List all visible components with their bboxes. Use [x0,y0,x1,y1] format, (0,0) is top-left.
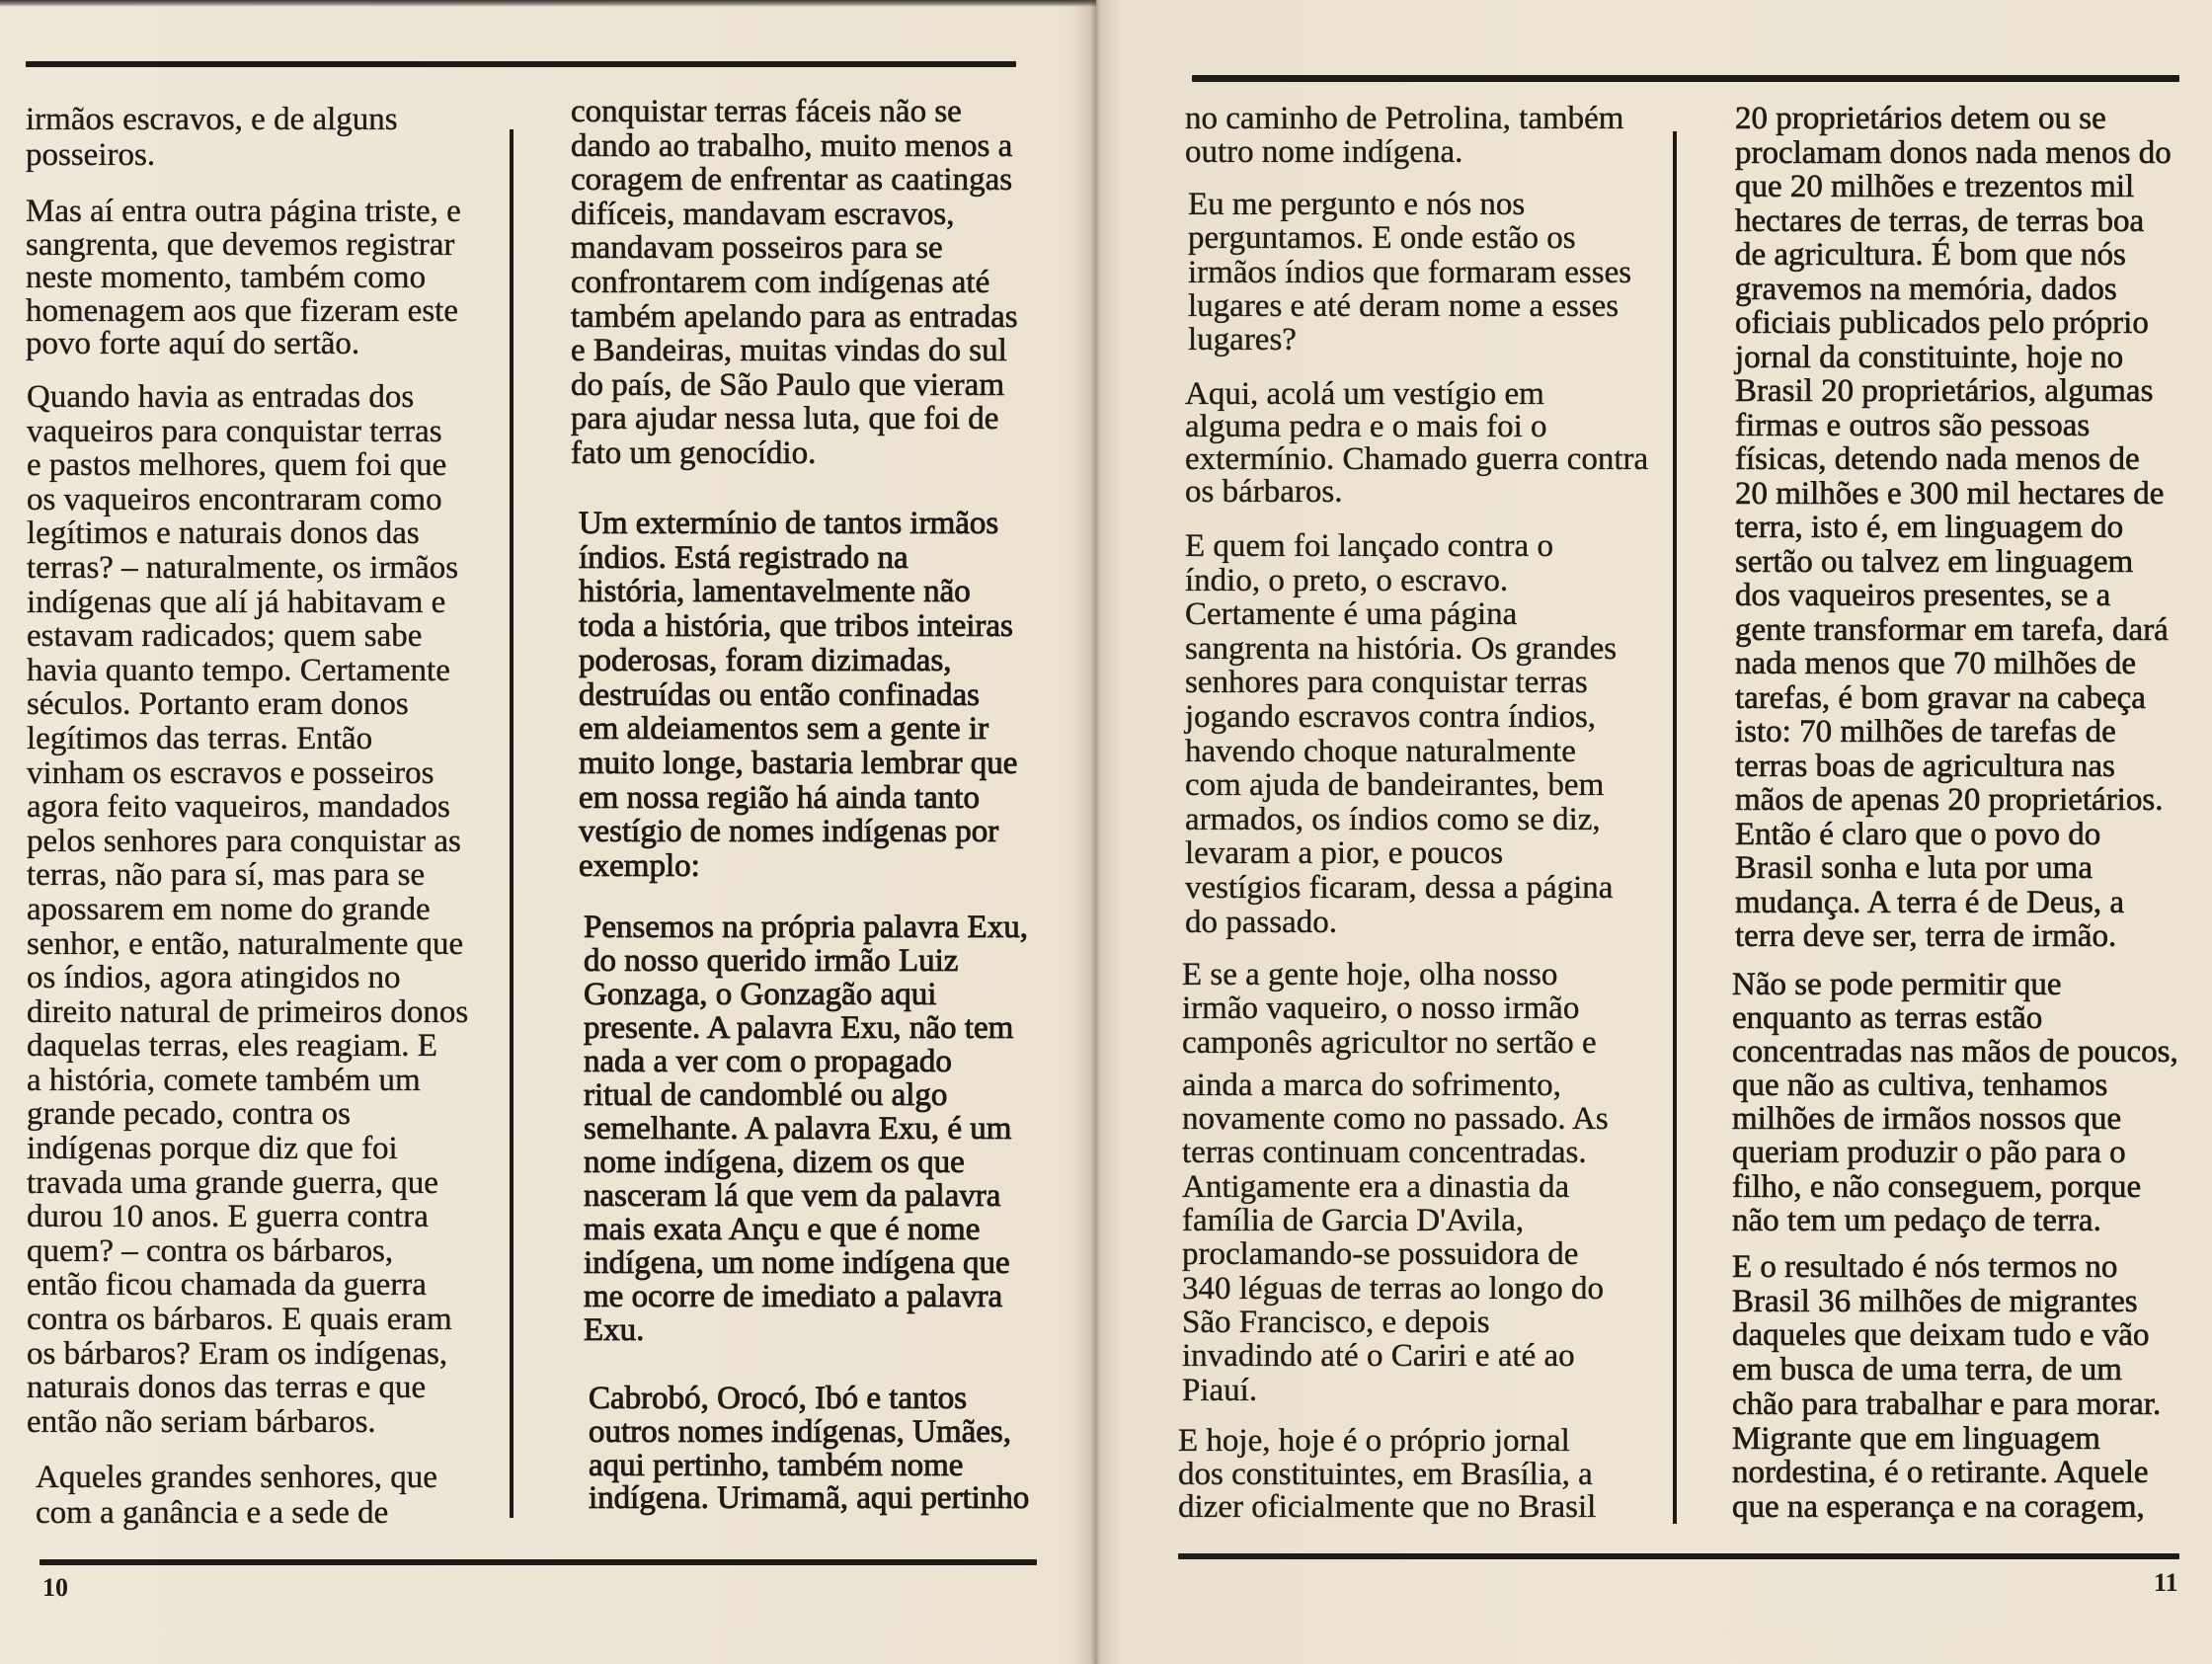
text-line: contra os bárbaros. E quais eram [27,1302,452,1338]
text-line: apossarem em nome do grande [27,891,431,927]
text-line: destruídas ou então confinadas [579,676,980,713]
text-line: daquelas terras, eles reagiam. E [27,1028,437,1065]
text-line: em aldeiamentos sem a gente ir [579,711,989,748]
paragraph [1182,958,1609,1407]
text-line: terra, isto é, em linguagem do [1735,510,2124,545]
text-line: irmão vaqueiro, o nosso irmão [1182,990,1580,1027]
text-line: nome indígena, dizem os que [584,1145,965,1180]
text-line: vaqueiros para conquistar terras [27,413,442,449]
text-line: milhões de irmãos nossos que [1732,1101,2122,1138]
text-line: E o resultado é nós termos no [1732,1249,2118,1285]
text-line: Antigamente era a dinastia da [1182,1168,1570,1205]
text-line: levaram a pior, e poucos [1185,835,1504,872]
text-line: legítimos das terras. Então [27,720,373,756]
text-line: Quando havia as entradas dos [27,379,415,415]
text-line: sertão ou talvez em linguagem [1735,543,2134,580]
text-line: mudança. A terra é de Deus, a [1735,884,2125,920]
text-line: perguntamos. E onde estão os [1188,220,1576,257]
text-line: tarefas, é bom gravar na cabeça [1735,679,2146,716]
text-line: não tem um pedaço de terra. [1732,1202,2101,1238]
text-line: Brasil sonha e luta por uma [1735,850,2094,886]
text-line: os índios, agora atingidos no [27,960,401,996]
text-line: indígena, um nome indígena que [584,1245,1010,1281]
paragraph [1732,1250,2161,1525]
text-line: indígenas porque diz que foi [27,1131,398,1167]
text-line: povo forte aquí do sertão. [26,326,360,362]
text-line: pelos senhores para conquistar as [27,823,461,859]
top-rule [1192,75,2179,82]
text-line: poderosas, foram dizimadas, [579,642,952,678]
text-line: Gonzaga, o Gonzagão aqui [584,977,937,1012]
text-line: 20 milhões e 300 mil hectares de [1735,475,2165,512]
text-line: durou 10 anos. E guerra contra [27,1199,429,1235]
text-line: confrontarem com indígenas até [571,264,990,300]
text-line: firmas e outros são pessoas [1735,407,2091,443]
text-line: com a ganância e a sede de [36,1494,389,1531]
text-line: alguma pedra e o mais foi o [1185,408,1547,444]
text-line: fato um genocídio. [571,435,817,471]
text-line: terras? – naturalmente, os irmãos [27,549,459,586]
text-line: também apelando para as entradas [571,298,1018,335]
text-line: grande pecado, contra os [27,1096,352,1133]
text-line: sangrenta na história. Os grandes [1185,630,1618,667]
text-line: do país, de São Paulo que vieram [571,366,1004,403]
text-line: agora feito vaqueiros, mandados [27,789,450,826]
text-line: do passado. [1185,904,1337,940]
text-line: terra deve ser, terra de irmão. [1735,918,2117,954]
page-number: 11 [2154,1568,2178,1597]
text-line: nasceram lá que vem da palavra [584,1178,1001,1214]
text-line: E quem foi lançado contra o [1185,528,1553,564]
text-line: gente transformar em tarefa, dará [1735,611,2169,648]
text-line: conquistar terras fáceis não se [571,94,962,129]
text-line: dizer oficialmente que no Brasil [1178,1489,1597,1526]
top-rule [26,61,1016,67]
text-line: vestígio de nomes indígenas por [579,814,999,850]
text-line: difíceis, mandavam escravos, [571,196,955,232]
text-line: semelhante. A palavra Exu, é um [584,1111,1012,1147]
paragraph [1178,1425,1596,1525]
text-line: concentradas nas mãos de poucos, [1732,1034,2178,1070]
text-line: índios. Está registrado na [579,539,908,576]
text-line: legítimos e naturais donos das [27,515,420,552]
page-number: 10 [42,1573,68,1602]
text-line: com ajuda de bandeirantes, bem [1185,767,1605,804]
text-line: havendo choque naturalmente [1185,733,1576,769]
text-line: armados, os índios como se diz, [1185,801,1601,837]
text-line: Migrante que em linguagem [1732,1420,2100,1457]
text-line: travada uma grande guerra, que [27,1164,438,1201]
text-line: proclamam donos nada menos do [1735,134,2172,171]
text-line: indígena. Urimamã, aqui pertinho [589,1480,1030,1517]
bottom-rule [1178,1553,2179,1559]
text-line: 340 léguas de terras ao longo do [1182,1270,1605,1307]
paragraph [589,1383,1029,1516]
text-line: família de Garcia D'Avila, [1182,1203,1525,1239]
paragraph [571,95,1018,471]
text-line: me ocorre de imediato a palavra [584,1279,1003,1314]
text-line: hectares de terras, de terras boa [1735,202,2145,239]
text-line: Pensemos na própria palavra Exu, [584,910,1028,945]
text-line: senhores para conquistar terras [1185,665,1588,701]
text-line: nada menos que 70 milhões de [1735,646,2136,681]
text-line: Não se pode permitir que [1732,967,2062,1002]
text-line: Um extermínio de tantos irmãos [579,506,999,541]
text-line: Exu. [584,1312,645,1348]
text-line: lugares? [1188,322,1297,358]
text-line: em busca de uma terra, de um [1732,1352,2122,1388]
text-line: de agricultura. É bom que nós [1735,237,2126,273]
text-line: exemplo: [579,848,700,885]
text-line: Então é claro que o povo do [1735,816,2101,852]
text-line: invadindo até o Cariri e até ao [1182,1338,1575,1375]
text-line: mandavam posseiros para se [571,230,943,267]
text-line: dos constituintes, em Brasília, a [1178,1456,1593,1492]
paragraph [26,103,398,173]
text-line: posseiros. [26,136,156,173]
text-line: daqueles que deixam tudo e vão [1732,1317,2150,1354]
text-line: São Francisco, e depois [1182,1304,1490,1340]
text-line: história, lamentavelmente não [579,574,971,610]
text-line: toda a história, que tribos inteiras [579,608,1013,645]
text-line: lugares e até deram nome a esses [1188,287,1620,324]
gutter-fold [1074,0,1120,1664]
text-line: senhor, e então, naturalmente que [27,925,464,962]
paragraph [579,507,1017,884]
text-line: oficiais publicados pelo próprio [1735,305,2149,341]
text-line: coragem de enfrentar as caatingas [571,162,1013,198]
text-line: os bárbaros. [1185,473,1343,510]
text-line: Mas aí entra outra página triste, e [26,194,461,229]
text-line: e Bandeiras, muitas vindas do sul [571,333,1007,369]
text-line: físicas, detendo nada menos de [1735,441,2140,477]
text-line: então não seriam bárbaros. [27,1403,376,1440]
text-line: irmãos escravos, e de alguns [26,102,398,137]
scan-edge [0,0,1096,7]
text-line: terras continuam concentradas. [1182,1135,1587,1171]
text-line: isto: 70 milhões de tarefas de [1735,714,2116,750]
text-line: então ficou chamada da guerra [27,1267,427,1304]
text-line: mais exata Ançu e que é nome [584,1212,981,1247]
text-line: E se a gente hoje, olha nosso [1182,957,1558,992]
text-line: séculos. Portanto eram donos [27,686,409,723]
text-line: homenagem aos que fizeram este [26,292,458,329]
paragraph [27,380,468,1439]
text-line: terras, não para sí, mas para se [27,857,426,894]
text-line: os vaqueiros encontraram como [27,481,442,517]
text-line: 20 proprietários detem ou se [1735,101,2106,136]
text-line: vinham os escravos e posseiros [27,754,434,791]
text-line: indígenas que alí já habitavam e [27,584,446,620]
column-divider [510,129,514,1518]
text-line: Certamente é uma página [1185,596,1518,633]
text-line: índio, o preto, o escravo. [1185,562,1509,598]
text-line: sangrenta, que devemos registrar [26,226,455,263]
text-line: Aqui, acolá um vestígio em [1185,376,1544,412]
paragraph [1735,102,2172,954]
text-line: outros nomes indígenas, Umães, [589,1413,1012,1450]
text-line: irmãos índios que formaram esses [1188,254,1632,290]
text-line: enquanto as terras estão [1732,1000,2043,1037]
text-line: camponês agricultor no sertão e [1182,1024,1597,1061]
text-line: presente. A palavra Exu, não tem [584,1010,1014,1046]
text-line: terras boas de agricultura nas [1735,748,2115,784]
text-line: E hoje, hoje é o próprio jornal [1178,1423,1570,1459]
paragraph [1732,968,2178,1237]
text-line: Brasil 20 proprietários, algumas [1735,373,2154,409]
text-line: jogando escravos contra índios, [1185,698,1597,735]
paragraph [1188,188,1631,357]
text-line: e pastos melhores, quem foi que [27,447,447,484]
text-line: estavam radicados; quem sabe [27,618,423,655]
text-line: que 20 milhões e trezentos mil [1735,169,2135,204]
text-line: havia quanto tempo. Certamente [27,652,450,688]
paragraph [1185,529,1617,939]
text-line: direito natural de primeiros donos [27,993,469,1030]
text-line: neste momento, também como [26,260,427,296]
text-line: que não as cultiva, tenhamos [1732,1068,2108,1104]
text-line: Brasil 36 milhões de migrantes [1732,1283,2138,1319]
text-line: jornal da constituinte, hoje no [1735,339,2124,375]
text-line: nada a ver com o propagado [584,1044,952,1079]
text-line: dos vaqueiros presentes, se a [1735,578,2111,613]
text-line: filho, e não conseguem, porque [1732,1168,2142,1205]
text-line: em nossa região há ainda tanto [579,779,980,816]
text-line: Piauí. [1182,1372,1258,1408]
column-divider [1673,131,1677,1524]
text-line: a história, comete também um [27,1062,421,1098]
text-line: chão para trabalhar e para morar. [1732,1386,2162,1422]
text-line: novamente como no passado. As [1182,1101,1609,1138]
paragraph [26,196,461,361]
text-line: Cabrobó, Orocó, Ibó e tantos [589,1381,968,1416]
text-line: gravemos na memória, dados [1735,271,2117,307]
paragraph [1185,378,1648,509]
paragraph [36,1461,437,1531]
bottom-rule [40,1559,1037,1565]
text-line: vestígios ficaram, dessa a página [1185,869,1614,906]
text-line: muito longe, bastaria lembrar que [579,745,1018,781]
text-line: naturais donos das terras e que [27,1370,427,1406]
text-line: proclamando-se possuidora de [1182,1236,1579,1273]
text-line: quem? – contra os bárbaros, [27,1232,394,1269]
text-line: Eu me pergunto e nós nos [1188,187,1526,222]
text-line: que na esperança e na coragem, [1732,1488,2145,1525]
text-line: Aqueles grandes senhores, que [36,1460,437,1495]
text-line: extermínio. Chamado guerra contra [1185,440,1649,477]
text-line: para ajudar nessa luta, que foi de [571,401,999,437]
text-line: os bárbaros? Eram os indígenas, [27,1335,448,1372]
text-line: nordestina, é o retirante. Aquele [1732,1455,2149,1491]
text-line: dando ao trabalho, muito menos a [571,127,1013,164]
paragraph [1185,102,1623,170]
text-line: mãos de apenas 20 proprietários. [1735,782,2164,818]
paragraph [584,911,1028,1347]
text-line: ainda a marca do sofrimento, [1182,1067,1561,1103]
text-line: outro nome indígena. [1185,134,1463,171]
text-line: ritual de candomblé ou algo [584,1077,948,1113]
text-line: aqui pertinho, também nome [589,1447,964,1483]
text-line: queriam produzir o pão para o [1732,1135,2126,1171]
text-line: do nosso querido irmão Luiz [584,943,959,979]
text-line: no caminho de Petrolina, também [1185,101,1624,136]
